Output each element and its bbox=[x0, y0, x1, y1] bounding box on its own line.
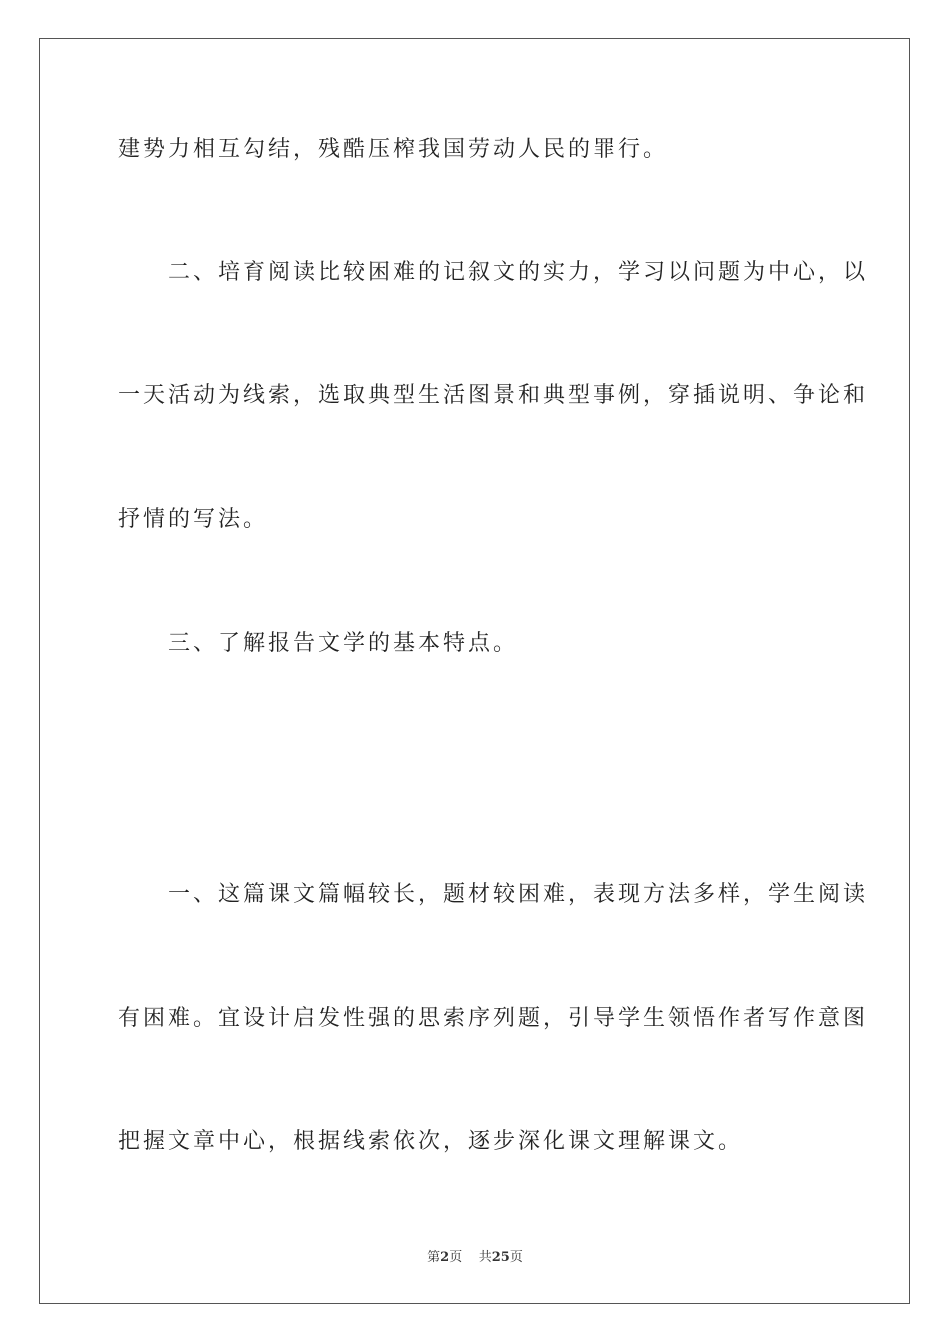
page-prefix: 第 bbox=[427, 1250, 441, 1265]
text-line-4: 抒情的写法。 bbox=[118, 507, 269, 532]
total-pages: 25 bbox=[491, 1250, 510, 1265]
text-line-5: 三、了解报告文学的基本特点。 bbox=[118, 631, 519, 656]
page-number: 2 bbox=[440, 1250, 450, 1265]
text-line-3: 一天活动为线索，选取典型生活图景和典型事例，穿插说明、争论和 bbox=[118, 383, 869, 408]
page-suffix: 页 bbox=[449, 1250, 463, 1265]
total-prefix: 共 bbox=[478, 1250, 492, 1265]
text-line-6: 一、这篇课文篇幅较长，题材较困难，表现方法多样，学生阅读 bbox=[118, 882, 869, 907]
text-line-2: 二、培育阅读比较困难的记叙文的实力，学习以问题为中心，以 bbox=[118, 260, 869, 285]
total-suffix: 页 bbox=[509, 1250, 523, 1265]
text-line-7: 有困难。宜设计启发性强的思索序列题，引导学生领悟作者写作意图 bbox=[118, 1006, 869, 1031]
text-line-1: 建势力相互勾结，残酷压榨我国劳动人民的罪行。 bbox=[118, 137, 669, 162]
page-border bbox=[39, 38, 910, 1304]
text-line-8: 把握文章中心，根据线索依次，逐步深化课文理解课文。 bbox=[118, 1129, 744, 1154]
page-footer bbox=[0, 1246, 950, 1265]
